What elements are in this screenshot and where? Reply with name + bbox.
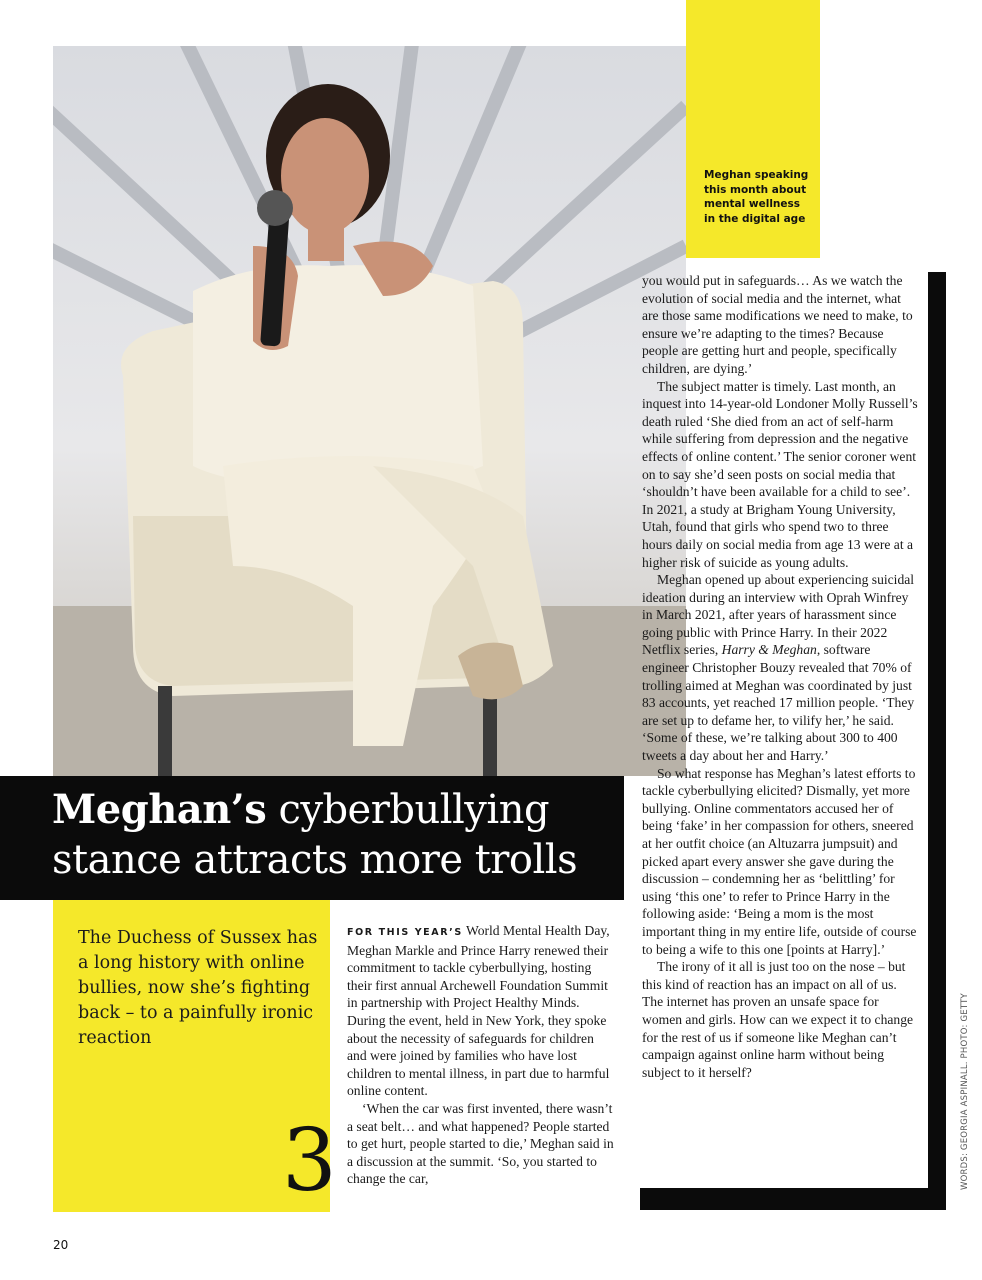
body-paragraph: ‘When the car was first invented, there wasn’t a seat belt… and what happened? People started to get hurt, people started to die,’ Meghan said in a discussion at the summit. ‘So, you started to change the car, [347,1100,614,1187]
headline-line1-rest: cyberbullying [266,787,550,833]
headline-bold: Meghan’s [52,786,267,833]
headline-line2: stance attracts more trolls [52,837,578,883]
photo-caption: Meghan speaking this month about mental wellness in the digital age [704,169,809,225]
headline [52,785,632,885]
body-paragraph: Meghan opened up about experiencing suicidal ideation during an interview with Oprah Winfrey in March 2021, after years of harassment since going public with Prince Harry. In their 2022 Netflix series, Harry & Meghan, software engineer Christopher Bouzy revealed that 70% of trolling aimed at Meghan was coordinated by just 83 accounts, yet reached 17 million people. ‘They are set up to defame her, to vilify her,’ he said. ‘Some of these, we’re talking about 300 to 400 tweets a day about her and Harry.’ [642,572,915,764]
bottom-black-rule [640,1188,946,1210]
body-paragraph: FOR THIS YEAR’S World Mental Health Day, Meghan Markle and Prince Harry renewed their commitment to tackle cyberbullying, hosting their first annual Archewell Foundation Summit in partnership with Project Healthy Minds. During the event, held in New York, they spoke about the necessity of safeguards for children and were joined by families who have lost children to mental illness, in part due to harmful online content. [347,923,610,1099]
body-paragraph: you would put in safeguards… As we watch the evolution of social media and the internet, what are those same modifications we need to make, to ensure we’re adapting to the times? Because people are getting hurt and people, specifically children, are dying.’ [642,273,913,376]
hero-photo [53,46,686,776]
page-number: 20 [53,1238,69,1252]
drop-number: 3 [282,1111,337,1211]
body-paragraph: The irony of it all is just too on the nose – but this kind of reaction has an impact on all of us. The internet has proven an unsafe space for women and girls. How can we expect it to change for the rest of us if someone like Meghan can’t campaign against online harm without being subject to it herself? [642,959,914,1080]
series-title: Harry & Meghan [721,642,817,658]
body-paragraph: So what response has Meghan’s latest efforts to tackle cyberbullying elicited? Dismally, yet more bullying. Online commentators accused her of being ‘fake’ in her compassion for others, sneered at her outfit choice (an Altuzarra jumpsuit) and picked apart every answer she gave during the discussion – condemning her as ‘belittling’ for using ‘this one’ to refer to Prince Harry in the following aside: ‘Being a mom is the most important thing in my entire life, outside of course to being a wife to this one [points at Harry].’ [642,765,917,957]
photo-credit: WORDS: GEORGIA ASPINALL. PHOTO: GETTY [960,993,970,1190]
standfirst: The Duchess of Sussex has a long history with online bullies, now she’s fighting back – to a painfully ironic reaction [78,928,318,1048]
right-black-rule [928,272,946,1210]
body-paragraph: The subject matter is timely. Last month, an inquest into 14-year-old Londoner Molly Russell’s death ruled ‘She died from an act of self-harm while suffering from depression and the negative effects of online content.’ The senior coroner went on to say she’d seen posts on social media that ‘shouldn’t have been available for a child to see’. In 2021, a study at Brigham Young University, Utah, found that girls who spend two to three hours daily on social media from age 13 were at a higher risk of suicide as young adults. [642,378,918,570]
body-column-left [347,922,615,1188]
lead-in: FOR THIS YEAR’S [347,927,463,938]
body-column-right [642,272,918,1081]
